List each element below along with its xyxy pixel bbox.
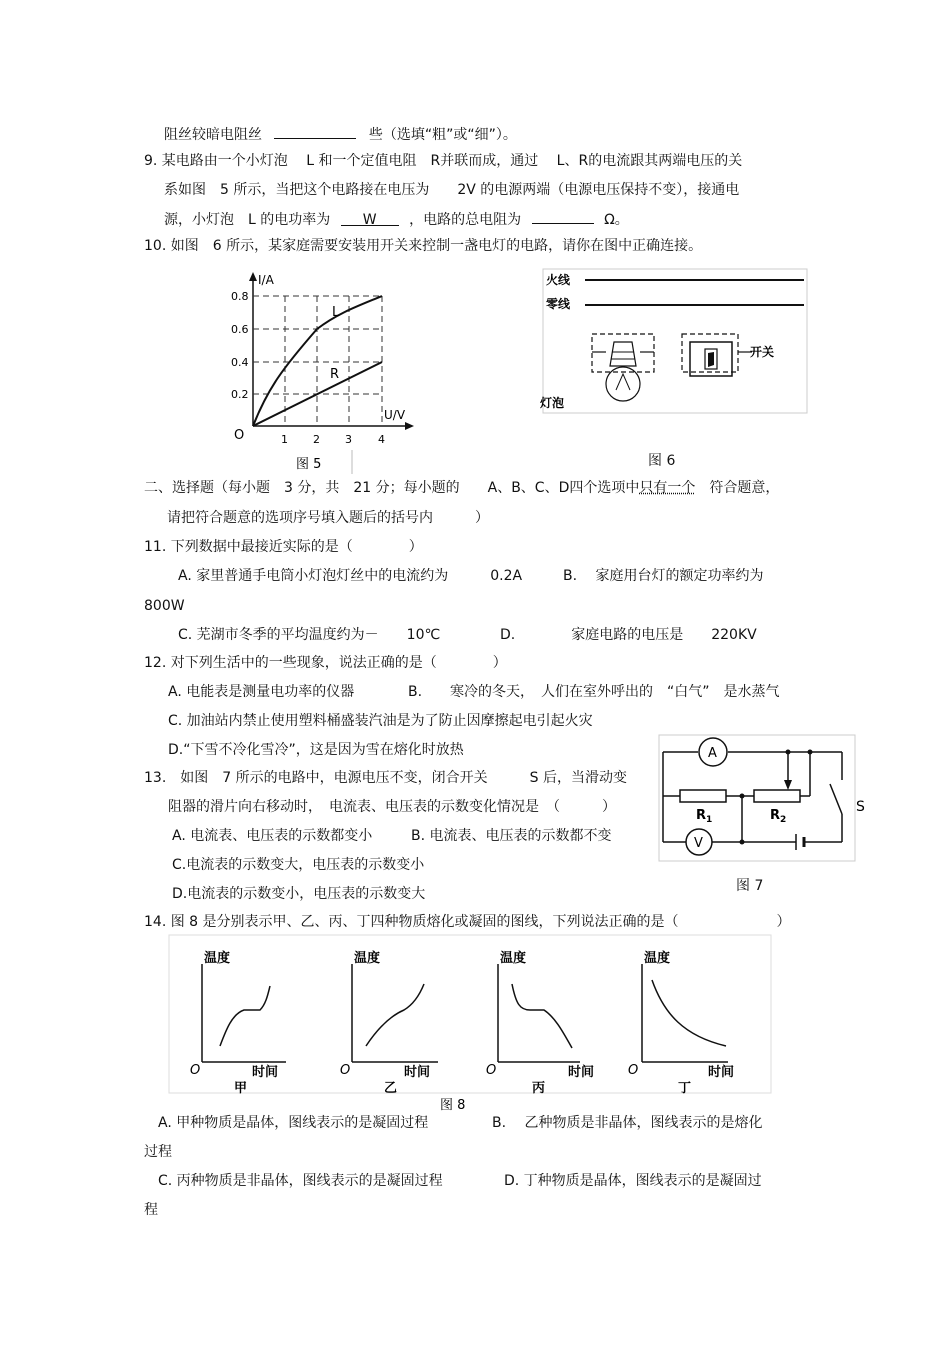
fig6-bulb-icon bbox=[592, 334, 654, 401]
fig7-switch-icon bbox=[830, 784, 842, 814]
fig8-graph-bing bbox=[486, 950, 594, 1096]
q14-option-b: B. 乙种物质是非晶体，图线表示的是熔化 bbox=[492, 1115, 763, 1131]
fig5-label-R: R bbox=[330, 367, 340, 382]
svg-text:O: O bbox=[486, 1063, 497, 1078]
svg-text:时间: 时间 bbox=[252, 1065, 279, 1080]
q9-line3 bbox=[164, 209, 629, 229]
fig7-ammeter-label: A bbox=[708, 746, 717, 761]
q8-tail-line bbox=[164, 124, 517, 144]
fig5-y-tick-0.6: 0.6 bbox=[231, 323, 249, 336]
q9-line1: 9. 某电路由一个小灯泡 L 和一个定值电阻 R并联而成，通过 L、R的电流跟其两端电压的关 bbox=[144, 153, 743, 169]
q12-option-b: B. 寒冷的冬天， 人们在室外呼出的 “白气” 是水蒸气 bbox=[408, 684, 780, 700]
q9-power-unit: W bbox=[362, 212, 377, 228]
q8-answer-blank[interactable] bbox=[274, 124, 356, 139]
fig7-r2-label: $R_2$ bbox=[770, 808, 787, 825]
svg-text:时间: 时间 bbox=[404, 1065, 431, 1080]
fig8-graph-jia bbox=[190, 950, 286, 1096]
q9-power-blank[interactable] bbox=[341, 211, 399, 226]
q13-option-a: A. 电流表、电压表的示数都变小 bbox=[172, 828, 373, 844]
q11-stem: 11. 下列数据中最接近实际的是（ ） bbox=[144, 539, 423, 555]
section2-text-b: 符合题意， bbox=[709, 480, 780, 496]
q13-line1: 13. 如图 7 所示的电路中，电源电压不变，闭合开关 S 后，当滑动变 bbox=[144, 770, 627, 786]
fig5-x-label: U/V bbox=[384, 408, 406, 422]
fig6-bulb-label: 灯泡 bbox=[540, 396, 565, 410]
fig5-x-tick-2: 2 bbox=[313, 433, 320, 446]
q11-option-b: B. 家庭用台灯的额定功率约为 bbox=[563, 568, 764, 584]
svg-text:O: O bbox=[628, 1063, 639, 1078]
section2-emphasis: 只有一个 bbox=[639, 480, 696, 496]
fig6-caption: 图 6 bbox=[648, 453, 676, 469]
svg-text:温度: 温度 bbox=[204, 951, 231, 966]
fig5-y-label: I/A bbox=[258, 273, 274, 287]
fig6-switch-label: 开关 bbox=[750, 345, 775, 359]
q14-option-d-cont: 程 bbox=[144, 1202, 158, 1218]
fig6-live-label: 火线 bbox=[546, 273, 571, 287]
figure-7-circuit bbox=[658, 734, 870, 864]
q14-option-a: A. 甲种物质是晶体，图线表示的是凝固过程 bbox=[158, 1115, 429, 1131]
q9-text-c: Ω。 bbox=[604, 212, 629, 228]
fig7-switch-label: S bbox=[856, 799, 865, 815]
q11-option-a: A. 家里普通手电筒小灯泡灯丝中的电流约为 0.2A bbox=[178, 568, 523, 584]
svg-text:温度: 温度 bbox=[500, 951, 527, 966]
q9-line2: 系如图 5 所示，当把这个电路接在电压为 2V 的电源两端（电源电压保持不变），接通电 bbox=[164, 182, 740, 198]
fig8-caption: 图 8 bbox=[440, 1098, 466, 1113]
section2-line1 bbox=[144, 479, 779, 497]
q10-text: 10. 如图 6 所示，某家庭需要安装用开关来控制一盏电灯的电路，请你在图中正确连接。 bbox=[144, 238, 703, 254]
fig5-y-tick-0.2: 0.2 bbox=[231, 388, 249, 401]
fig5-y-tick-0.8: 0.8 bbox=[231, 290, 249, 303]
fig8-graph-ding bbox=[628, 950, 734, 1096]
svg-text:温度: 温度 bbox=[644, 951, 671, 966]
fig5-label-L: L bbox=[332, 305, 340, 320]
q9-resistance-blank[interactable] bbox=[532, 209, 594, 224]
fig6-neutral-label: 零线 bbox=[546, 297, 571, 311]
section2-line2: 请把符合题意的选项序号填入题后的括号内 ） bbox=[167, 510, 489, 526]
q14-option-c: C. 丙种物质是非晶体，图线表示的是凝固过程 bbox=[158, 1173, 443, 1189]
fig7-voltmeter-label: V bbox=[694, 836, 703, 851]
fig5-y-arrow bbox=[249, 272, 257, 281]
q12-option-c: C. 加油站内禁止使用塑料桶盛装汽油是为了防止因摩擦起电引起火灾 bbox=[168, 713, 593, 729]
svg-text:时间: 时间 bbox=[708, 1065, 735, 1080]
fig5-grid bbox=[253, 296, 382, 426]
svg-text:O: O bbox=[340, 1063, 351, 1078]
fig8-graph-yi bbox=[340, 950, 438, 1096]
q11-option-d: D. 家庭电路的电压是 220KV bbox=[500, 627, 757, 643]
q9-text-b: ，电路的总电阻为 bbox=[409, 212, 522, 228]
q8-prefix: 阻丝较暗电阻丝 bbox=[164, 127, 262, 143]
svg-text:时间: 时间 bbox=[568, 1065, 595, 1080]
fig7-r1-label: $R_1$ bbox=[696, 808, 713, 825]
fig5-origin: O bbox=[234, 428, 245, 443]
fig7-slider-arrow bbox=[784, 780, 792, 790]
q14-option-b-cont: 过程 bbox=[144, 1144, 172, 1160]
fig5-x-tick-3: 3 bbox=[345, 433, 352, 446]
figure-5-iu-graph bbox=[228, 268, 418, 476]
q11-option-c: C. 芜湖市冬季的平均温度约为－ 10℃ bbox=[178, 627, 441, 643]
q12-option-d: D.“下雪不冷化雪冷”，这是因为雪在熔化时放热 bbox=[168, 742, 464, 758]
fig6-frame bbox=[543, 269, 807, 413]
q13-option-c: C.电流表的示数变大，电压表的示数变小 bbox=[172, 857, 425, 873]
q13-option-b: B. 电流表、电压表的示数都不变 bbox=[411, 828, 612, 844]
section2-text-a: 二、选择题（每小题 3 分，共 21 分；每小题的 A、B、C、D四个选项中 bbox=[144, 480, 640, 496]
fig7-resistor-r1 bbox=[680, 790, 726, 802]
svg-text:O: O bbox=[190, 1063, 201, 1078]
q13-line2: 阻器的滑片向右移动时， 电流表、电压表的示数变化情况是 （ ） bbox=[168, 799, 616, 815]
figure-8-temperature-graphs bbox=[168, 934, 772, 1114]
fig5-x-arrow bbox=[405, 422, 414, 430]
fig5-caption: 图 5 bbox=[296, 457, 322, 472]
q11-option-b-cont: 800W bbox=[144, 598, 185, 614]
fig7-resistor-r2 bbox=[754, 790, 800, 802]
fig5-x-tick-4: 4 bbox=[378, 433, 385, 446]
svg-text:乙: 乙 bbox=[384, 1081, 398, 1096]
svg-text:甲: 甲 bbox=[234, 1081, 248, 1096]
figure-6-wiring-diagram bbox=[540, 266, 810, 416]
q8-suffix: 些（选填“粗”或“细”）。 bbox=[368, 127, 517, 143]
svg-text:丙: 丙 bbox=[532, 1081, 546, 1096]
svg-text:温度: 温度 bbox=[354, 951, 381, 966]
q12-stem: 12. 对下列生活中的一些现象，说法正确的是（ ） bbox=[144, 655, 507, 671]
svg-text:丁: 丁 bbox=[678, 1081, 692, 1096]
q12-option-a: A. 电能表是测量电功率的仪器 bbox=[168, 684, 355, 700]
fig7-caption: 图 7 bbox=[736, 878, 764, 894]
q13-option-d: D.电流表的示数变小，电压表的示数变大 bbox=[172, 886, 426, 902]
q9-text-a: 源，小灯泡 L 的电功率为 bbox=[164, 212, 331, 228]
fig5-y-tick-0.4: 0.4 bbox=[231, 356, 249, 369]
q14-stem: 14. 图 8 是分别表示甲、乙、丙、丁四种物质熔化或凝固的图线，下列说法正确的是（ ） bbox=[144, 914, 791, 930]
fig5-x-tick-1: 1 bbox=[281, 433, 288, 446]
fig6-switch-icon bbox=[682, 334, 752, 376]
q14-option-d: D. 丁种物质是晶体，图线表示的是凝固过 bbox=[504, 1173, 762, 1189]
